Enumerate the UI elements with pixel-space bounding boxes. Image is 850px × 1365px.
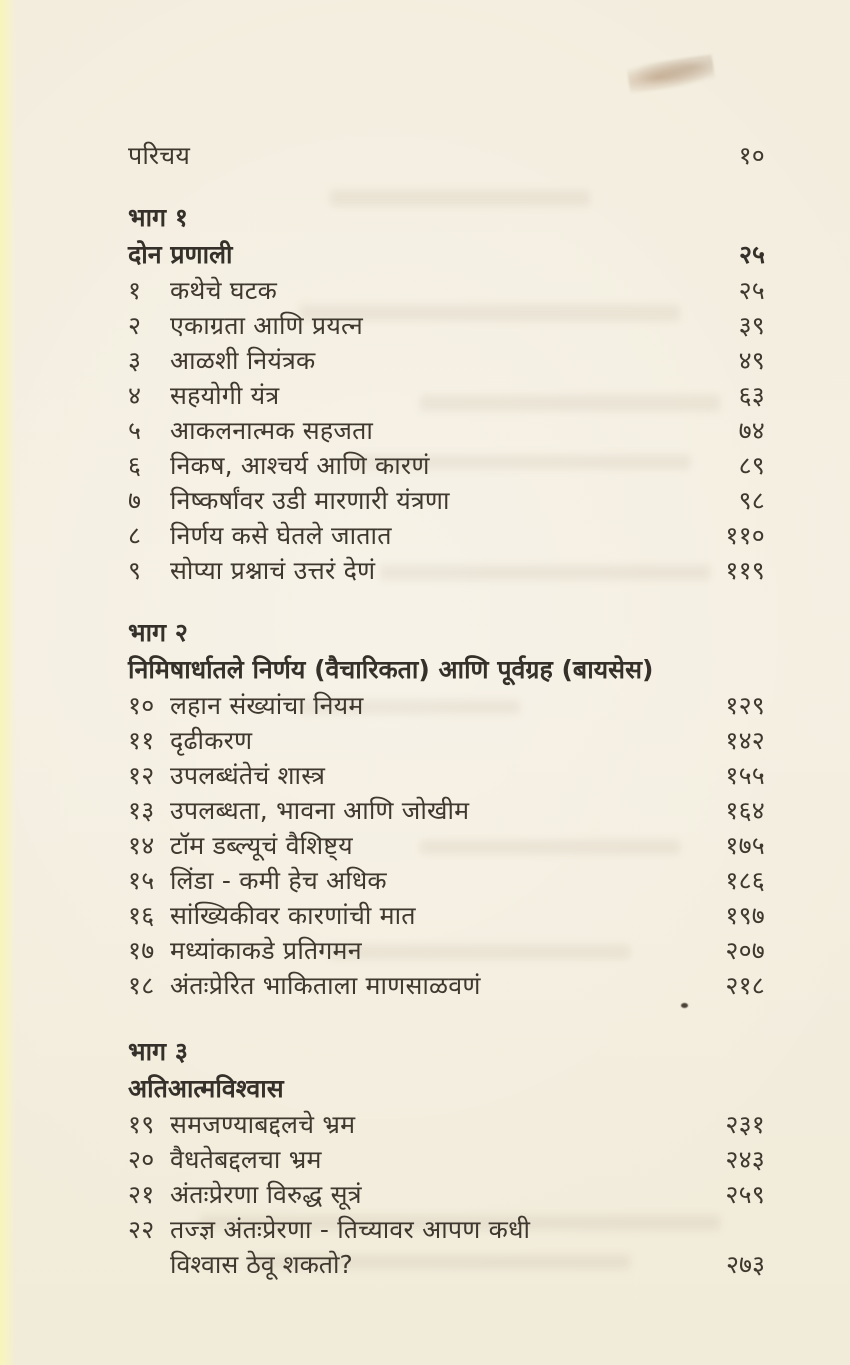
chapter-title: एकाग्रता आणि प्रयत्न (170, 311, 363, 340)
chapter-page: १८६ (725, 866, 765, 895)
chapter-page: २०७ (725, 936, 765, 965)
chapter-number: ७ (128, 486, 142, 515)
section-title: अतिआत्मविश्वास (128, 1074, 284, 1103)
chapter-number: २ (128, 311, 142, 340)
section-title-row (128, 236, 765, 273)
chapter-title: समजण्याबद्दलचे भ्रम (170, 1110, 356, 1139)
chapter-number: १९ (128, 1110, 155, 1139)
chapter-title: वैधतेबद्दलचा भ्रम (170, 1145, 322, 1174)
toc-entry (128, 828, 765, 863)
scan-smudge-artifact (626, 54, 715, 94)
section-title-row (128, 651, 765, 688)
chapter-page: २५९ (725, 1180, 765, 1209)
toc-entry (128, 933, 765, 968)
chapter-title-line2: विश्वास ठेवू शकतो? (170, 1250, 353, 1279)
toc-entry (128, 553, 765, 588)
chapter-title: तज्ज्ञ अंतःप्रेरणा - तिच्यावर आपण कधी (170, 1215, 531, 1244)
part-label: भाग १ (128, 203, 188, 232)
chapter-page: ८९ (738, 451, 765, 480)
toc-entry (128, 343, 765, 378)
chapter-number: ९ (128, 556, 142, 585)
toc-content (128, 138, 765, 1282)
chapter-number: ६ (128, 451, 142, 480)
chapter-number: ११ (128, 726, 155, 755)
chapter-number: १० (128, 691, 155, 720)
toc-entry-title: परिचय (128, 141, 191, 170)
chapter-title: सांख्यिकीवर कारणांची मात (170, 901, 416, 930)
chapter-page: २५ (738, 276, 765, 305)
chapter-page: २४३ (725, 1145, 765, 1174)
chapter-number: २० (128, 1145, 155, 1174)
chapter-title: आकलनात्मक सहजता (170, 416, 374, 445)
section-page: २५ (738, 240, 765, 269)
chapter-number: १७ (128, 936, 155, 965)
chapter-page: ११० (725, 521, 765, 550)
chapter-number: ४ (128, 381, 142, 410)
chapter-number: ८ (128, 521, 142, 550)
chapter-page: ३९ (738, 311, 765, 340)
chapter-title: सोप्या प्रश्नाचं उत्तरं देणं (170, 556, 376, 585)
chapter-number: २१ (128, 1180, 155, 1209)
chapter-number: १६ (128, 901, 155, 930)
chapter-title: सहयोगी यंत्र (170, 381, 280, 410)
chapter-page: ४९ (738, 346, 765, 375)
chapter-title: आळशी नियंत्रक (170, 346, 316, 375)
chapter-page: १५५ (725, 761, 765, 790)
chapter-number: ५ (128, 416, 142, 445)
chapter-page: १४२ (725, 726, 765, 755)
chapter-page: ११९ (725, 556, 765, 585)
toc-entry (128, 308, 765, 343)
chapter-page: २३१ (725, 1110, 765, 1139)
chapter-title: निकष, आश्चर्य आणि कारणं (170, 451, 430, 480)
toc-entry (128, 413, 765, 448)
toc-part-1 (128, 199, 765, 588)
chapter-number: १२ (128, 761, 155, 790)
toc-entry (128, 448, 765, 483)
chapter-number: १४ (128, 831, 155, 860)
chapter-page: १२९ (725, 691, 765, 720)
toc-entry (128, 1142, 765, 1177)
chapter-title: अंतःप्रेरणा विरुद्ध सूत्रं (170, 1180, 362, 1209)
toc-entry (128, 483, 765, 518)
toc-entry (128, 723, 765, 758)
chapter-title: कथेचे घटक (170, 276, 277, 305)
chapter-page: ६३ (738, 381, 765, 410)
toc-part-2 (128, 614, 765, 1003)
toc-entry (128, 1177, 765, 1212)
chapter-page: १९७ (725, 901, 765, 930)
toc-entry (128, 793, 765, 828)
part-label: भाग ३ (128, 1037, 188, 1066)
chapter-page: २१८ (725, 971, 765, 1000)
chapter-number: १३ (128, 796, 155, 825)
toc-entry-page: १० (738, 141, 765, 170)
section-title-row (128, 1070, 765, 1107)
chapter-page: ७४ (738, 416, 765, 445)
chapter-title: निर्णय कसे घेतले जातात (170, 521, 392, 550)
toc-entry (128, 863, 765, 898)
chapter-title: निष्कर्षांवर उडी मारणारी यंत्रणा (170, 486, 450, 515)
chapter-number: १ (128, 276, 142, 305)
toc-entry (128, 968, 765, 1003)
toc-entry-intro (128, 138, 765, 173)
part-label: भाग २ (128, 618, 188, 647)
toc-entry-wrap-line (128, 1247, 765, 1282)
toc-entry (128, 378, 765, 413)
toc-entry (128, 1107, 765, 1142)
chapter-number: १५ (128, 866, 155, 895)
toc-entry (128, 273, 765, 308)
section-title: निमिषार्धातले निर्णय (वैचारिकता) आणि पूर्वग्रह (बायसेस) (128, 655, 654, 684)
chapter-title: उपलब्धंतेचं शास्त्र (170, 761, 326, 790)
toc-part-3 (128, 1033, 765, 1282)
chapter-number: ३ (128, 346, 142, 375)
toc-entry (128, 758, 765, 793)
toc-entry (128, 898, 765, 933)
section-title: दोन प्रणाली (128, 240, 233, 269)
chapter-number: २२ (128, 1215, 155, 1244)
chapter-page: ९८ (738, 486, 765, 515)
chapter-number: १८ (128, 971, 155, 1000)
chapter-title: लिंडा - कमी हेच अधिक (170, 866, 387, 895)
chapter-title: लहान संख्यांचा नियम (170, 691, 364, 720)
chapter-title: दृढीकरण (170, 726, 253, 755)
chapter-page: २७३ (725, 1250, 765, 1279)
toc-entry (128, 688, 765, 723)
page-edge-strip (0, 0, 16, 1365)
chapter-title: अंतःप्रेरित भाकिताला माणसाळवणं (170, 971, 481, 1000)
chapter-title: टॉम डब्ल्यूचं वैशिष्ट्य (170, 831, 353, 860)
chapter-title: उपलब्धता, भावना आणि जोखीम (170, 796, 470, 825)
toc-entry (128, 1212, 765, 1247)
toc-entry (128, 518, 765, 553)
chapter-title: मध्यांकाकडे प्रतिगमन (170, 936, 362, 965)
chapter-page: १७५ (725, 831, 765, 860)
chapter-page: १६४ (725, 796, 765, 825)
